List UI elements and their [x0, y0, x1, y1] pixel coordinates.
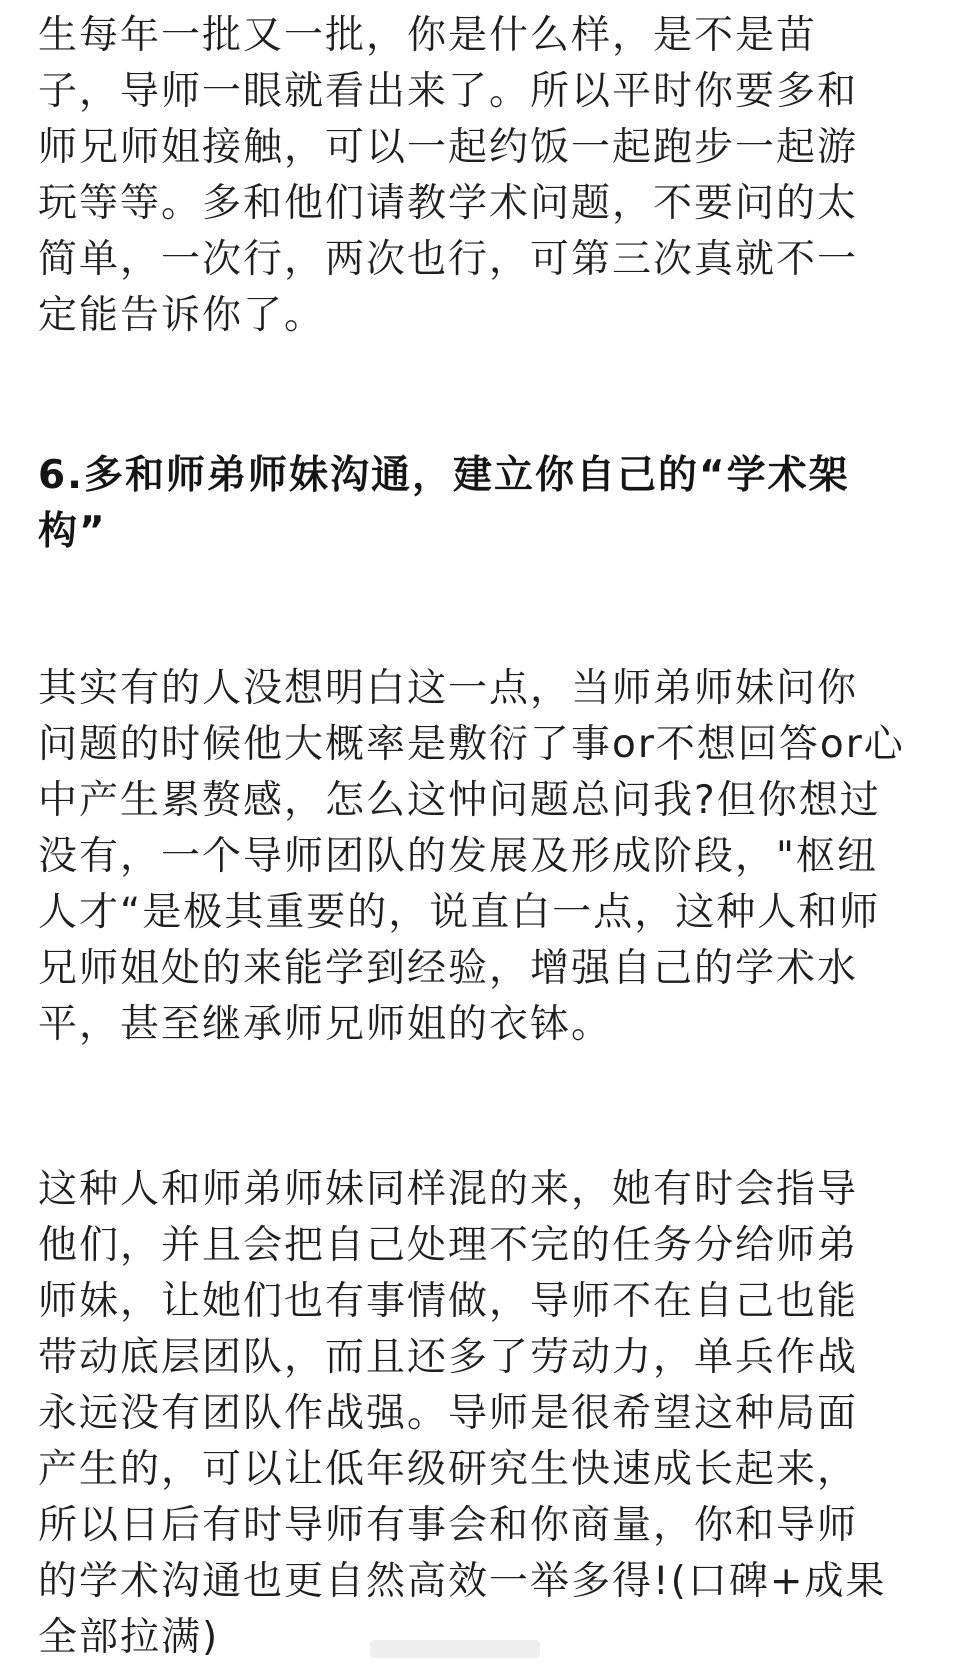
- heading-line: 6.多和师弟师妹沟通，建立你自己的“学术架: [38, 453, 850, 498]
- paragraph-middle: [38, 661, 928, 1053]
- text-line: 师兄师姐接触，可以一起约饭一起跑步一起游: [38, 125, 859, 170]
- text-line: 所以日后有时导师有事会和你商量，你和导师: [38, 1503, 859, 1548]
- section-heading: [38, 448, 928, 560]
- text-line: 他们，并且会把自己处理不完的任务分给师弟: [38, 1223, 859, 1268]
- text-line: 中产生累赘感，怎么这忡问题总问我?但你想过: [38, 778, 881, 823]
- paragraph-spacer: [38, 560, 928, 661]
- text-line: 简单，一次行，两次也行，可第三次真就不一: [38, 237, 859, 282]
- text-line: 定能告诉你了。: [38, 293, 326, 338]
- text-line: 子，导师一眼就看出来了。所以平时你要多和: [38, 69, 859, 114]
- text-line: 平，甚至继承师兄师姐的衣钵。: [38, 1002, 613, 1047]
- text-line: 人才“是极其重要的，说直白一点，这种人和师: [38, 890, 881, 935]
- text-line: 全部拉满): [38, 1615, 220, 1660]
- paragraph-spacer: [38, 344, 928, 448]
- text-line: 没有，一个导师团队的发展及形成阶段，"枢纽: [38, 834, 878, 879]
- text-line: 师妹，让她们也有事情做，导师不在自己也能: [38, 1279, 859, 1324]
- text-line: 带动底层团队，而且还多了劳动力，单兵作战: [38, 1335, 859, 1380]
- text-line: 其实有的人没想明白这一点，当师弟师妹问你: [38, 666, 859, 711]
- text-line: 玩等等。多和他们请教学术问题，不要问的太: [38, 181, 859, 226]
- text-line: 问题的时候他大概率是敷衍了事or不想回答or心: [38, 722, 905, 767]
- heading-line: 构”: [38, 509, 107, 554]
- paragraph-spacer: [38, 1053, 928, 1162]
- text-line: 生每年一批又一批，你是什么样，是不是苗: [38, 13, 818, 58]
- text-line: 的学术沟通也更自然高效一举多得!(口碑+成果: [38, 1559, 887, 1604]
- watermark: [370, 1640, 540, 1658]
- text-line: 产生的，可以让低年级研究生快速成长起来，: [38, 1447, 859, 1492]
- paragraph-top: [38, 8, 928, 344]
- text-line: 这种人和师弟师妹同样混的来，她有时会指导: [38, 1167, 859, 1212]
- article-body: [38, 8, 928, 1666]
- paragraph-bottom: [38, 1162, 928, 1666]
- text-line: 永远没有团队作战强。导师是很希望这种局面: [38, 1391, 859, 1436]
- text-line: 兄师姐处的来能学到经验，增强自己的学术水: [38, 946, 859, 991]
